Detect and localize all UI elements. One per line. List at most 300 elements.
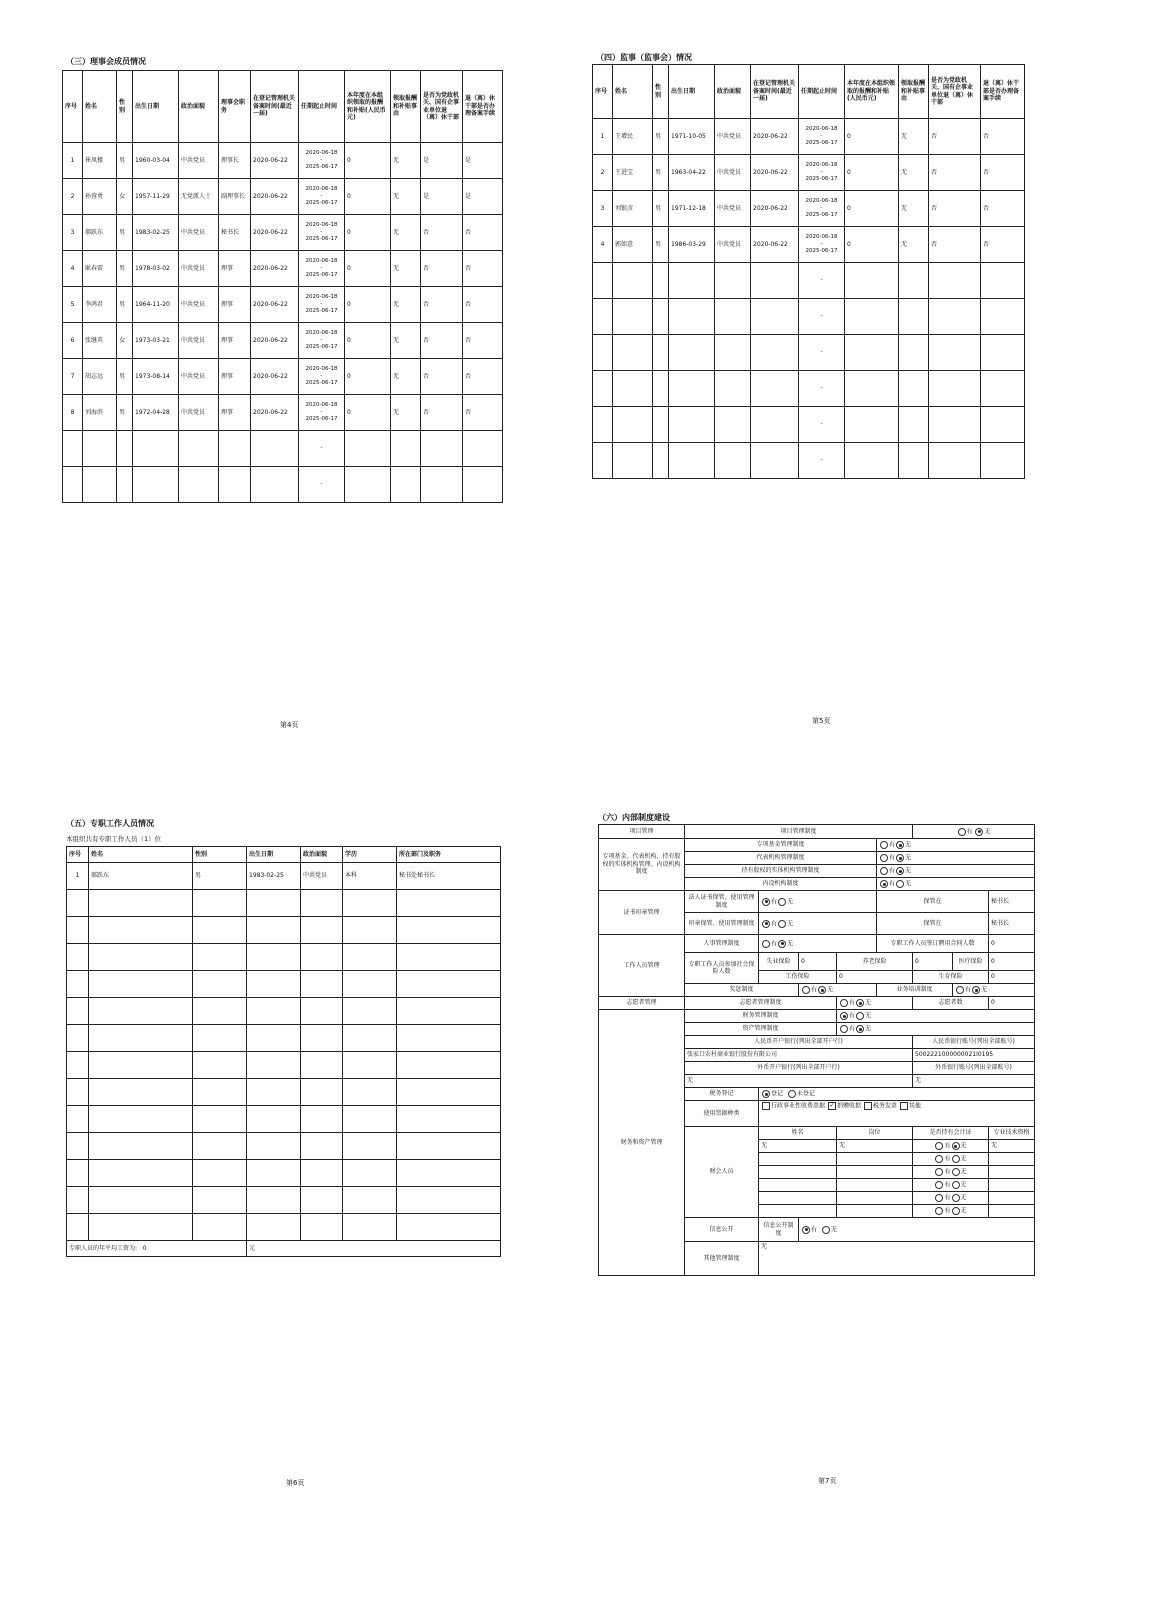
radio-no[interactable] (896, 867, 904, 875)
table-cell (653, 407, 669, 443)
no-label: 无 (787, 898, 794, 905)
table-cell: 2020-06-22 (251, 359, 299, 395)
fs-post-empty (837, 1192, 913, 1205)
table-cell (89, 1133, 193, 1160)
table-cell: - (799, 335, 845, 371)
radio-yes[interactable] (935, 1194, 943, 1202)
table-cell: 是 (421, 179, 463, 215)
column-header: 政治面貌 (301, 847, 343, 863)
table-cell: 是 (463, 179, 503, 215)
seal-item-1: 印章保管、使用管理制度 (685, 913, 759, 935)
table-row (63, 323, 503, 359)
table-cell (899, 371, 929, 407)
table-row (593, 407, 1025, 443)
registered-label: 登记 (771, 1090, 784, 1098)
fs-cert-radio-0 (913, 1140, 989, 1153)
injury-value: 0 (837, 971, 913, 984)
table-cell (397, 971, 501, 998)
table-row (63, 395, 503, 431)
table-cell (715, 371, 751, 407)
table-cell: - (799, 263, 845, 299)
special-item-2: 持有股权的实体机构管理制度 (685, 865, 877, 878)
project-mgmt-system: 项目管理制度 (685, 825, 913, 839)
no-label: 无 (960, 1207, 967, 1215)
table-row (67, 1160, 501, 1187)
table-cell (89, 1106, 193, 1133)
yes-label: 有 (811, 986, 818, 994)
table-cell: 中共党员 (301, 863, 343, 890)
column-header: 是否为党政机关、国有企事业单位退（离）休干部 (421, 71, 463, 143)
other-system-value: 无 (759, 1242, 1035, 1276)
table-cell: 1971-12-18 (669, 191, 715, 227)
table-cell (845, 443, 899, 479)
radio-no[interactable] (952, 1168, 960, 1176)
table-cell (67, 1187, 89, 1214)
table-cell (301, 1079, 343, 1106)
radio-no[interactable] (952, 1207, 960, 1215)
table-cell (715, 407, 751, 443)
table-cell: 0 (845, 191, 899, 227)
table-cell (929, 335, 981, 371)
page-4-number: 第4页 (280, 721, 299, 729)
table-row (593, 299, 1025, 335)
table-cell (193, 890, 247, 917)
table-cell (89, 1052, 193, 1079)
reward-system-radio (799, 984, 877, 997)
no-label: 无 (865, 999, 872, 1007)
table-cell (193, 1052, 247, 1079)
yes-label: 有 (944, 1207, 951, 1215)
column-header: 姓名 (89, 847, 193, 863)
avg-salary-unit-cell (247, 1241, 501, 1257)
page-7-number: 第7页 (818, 1477, 837, 1485)
table-cell: 理事 (219, 359, 251, 395)
table-cell (391, 467, 421, 503)
special-item-3: 内设机构制度 (685, 878, 877, 891)
rmb-account: 5002221000000021I0195 (913, 1049, 1035, 1062)
fs-name-0: 无 (759, 1140, 837, 1153)
table-cell (179, 467, 219, 503)
table-cell: 无 (899, 191, 929, 227)
table-cell (89, 1160, 193, 1187)
table-cell: 崔凤楼 (83, 143, 117, 179)
table-cell (247, 1106, 301, 1133)
radio-yes[interactable] (802, 1226, 810, 1234)
fs-cert-radio (913, 1153, 989, 1166)
table-cell: 理事 (219, 323, 251, 359)
special-item-0: 专项基金管理制度 (685, 839, 877, 852)
table-cell (117, 467, 133, 503)
table-cell: 无 (899, 119, 929, 155)
table-cell (83, 467, 117, 503)
table-row (63, 431, 503, 467)
table-cell (247, 971, 301, 998)
radio-no[interactable] (975, 828, 983, 836)
table-cell: 否 (463, 215, 503, 251)
table-cell: 否 (421, 287, 463, 323)
table-cell: 男 (653, 155, 669, 191)
table-cell (669, 263, 715, 299)
table-cell: 女 (117, 323, 133, 359)
avg-salary-value: 0 (142, 1244, 147, 1252)
table-cell (981, 299, 1025, 335)
table-cell (67, 890, 89, 917)
table-cell: 中共党员 (715, 119, 751, 155)
injury-label: 工伤保险 (759, 971, 837, 984)
table-cell (653, 335, 669, 371)
table-cell: 郭如意 (613, 227, 653, 263)
asset-system-radio (837, 1023, 1035, 1036)
table-cell (343, 1106, 397, 1133)
table-cell (89, 1079, 193, 1106)
table-cell (247, 1052, 301, 1079)
column-header: 退（离）休干部是否办理备案手续 (463, 71, 503, 143)
radio-yes[interactable] (880, 841, 888, 849)
table-cell: 1963-04-22 (669, 155, 715, 191)
table-cell (117, 431, 133, 467)
column-header: 在登记管理机关备案时间(最近一届) (251, 71, 299, 143)
yes-label: 有 (889, 880, 896, 888)
radio-yes[interactable] (935, 1142, 943, 1150)
table-cell: 男 (193, 863, 247, 890)
table-cell (653, 263, 669, 299)
table-cell (193, 917, 247, 944)
radio-no[interactable] (778, 898, 786, 906)
column-header: 政治面貌 (179, 71, 219, 143)
table-cell (751, 263, 799, 299)
table-cell: 否 (421, 251, 463, 287)
yes-label: 有 (889, 854, 896, 862)
table-cell (929, 299, 981, 335)
column-header: 政治面貌 (715, 65, 751, 119)
radio-yes[interactable] (935, 1207, 943, 1215)
council-members-table (62, 70, 503, 503)
no-label: 无 (905, 880, 912, 888)
table-cell (593, 443, 613, 479)
special-item-1: 代表机构管理制度 (685, 852, 877, 865)
table-cell (669, 443, 715, 479)
table-cell (67, 1133, 89, 1160)
table-cell: 2020-06-18 - 2025-06-17 (299, 215, 345, 251)
radio-no[interactable] (896, 880, 904, 888)
table-cell (715, 299, 751, 335)
table-cell: 理事 (219, 395, 251, 431)
table-cell (397, 944, 501, 971)
seal-keeper-label-0: 保管在 (877, 891, 989, 913)
fulltime-staff-table (66, 846, 501, 1257)
radio-yes[interactable] (840, 1025, 848, 1033)
table-cell (67, 1052, 89, 1079)
no-label: 无 (865, 1012, 872, 1020)
table-cell: 0 (345, 143, 391, 179)
no-label: 无 (981, 986, 988, 994)
table-cell (463, 467, 503, 503)
table-cell: 0 (345, 395, 391, 431)
table-cell: 男 (117, 395, 133, 431)
table-cell (247, 944, 301, 971)
table-cell: 2020-06-22 (251, 323, 299, 359)
table-cell: 1973-08-14 (133, 359, 179, 395)
table-cell (301, 998, 343, 1025)
column-header: 领取报酬和补贴事由 (391, 71, 421, 143)
table-cell (133, 467, 179, 503)
yes-label: 有 (771, 920, 778, 927)
table-cell: 8 (63, 395, 83, 431)
fs-qual-empty (989, 1179, 1035, 1192)
table-cell (899, 299, 929, 335)
table-cell (89, 998, 193, 1025)
fs-cert-radio (913, 1166, 989, 1179)
table-cell (247, 1214, 301, 1241)
hr-system: 人事管理制度 (685, 935, 759, 953)
table-cell: 中共党员 (179, 359, 219, 395)
table-cell: 2 (593, 155, 613, 191)
radio-yes[interactable] (762, 920, 770, 928)
radio-no[interactable] (952, 1142, 960, 1150)
table-cell: 理事 (219, 251, 251, 287)
table-cell (83, 431, 117, 467)
table-cell: 2020-06-18 - 2025-06-17 (299, 251, 345, 287)
checkbox-other[interactable] (900, 1102, 908, 1110)
table-cell: - (299, 467, 345, 503)
fs-header-qual: 专业技术资格 (989, 1127, 1035, 1140)
radio-yes[interactable] (762, 940, 770, 948)
tax-reg-label: 税务登记 (685, 1088, 759, 1101)
table-row (593, 443, 1025, 479)
radio-yes[interactable] (840, 999, 848, 1007)
table-cell (899, 407, 929, 443)
radio-no[interactable] (896, 841, 904, 849)
radio-no[interactable] (818, 986, 826, 994)
radio-yes[interactable] (956, 986, 964, 994)
radio-no[interactable] (896, 854, 904, 862)
table-cell: 否 (929, 227, 981, 263)
seal-item-0: 法人证书保管、使用管理制度 (685, 891, 759, 913)
table-cell (899, 443, 929, 479)
no-label: 无 (960, 1194, 967, 1202)
table-cell (89, 1025, 193, 1052)
table-cell: 0 (345, 287, 391, 323)
column-header: 理事会职务 (219, 71, 251, 143)
table-cell: 2020-06-18 - 2025-06-17 (299, 395, 345, 431)
table-cell (397, 1079, 501, 1106)
radio-no[interactable] (952, 1181, 960, 1189)
no-label: 无 (984, 828, 991, 835)
table-cell (669, 299, 715, 335)
radio-yes[interactable] (935, 1168, 943, 1176)
seal-group: 证书印章管理 (599, 891, 685, 935)
radio-yes[interactable] (840, 1012, 848, 1020)
no-label: 无 (960, 1168, 967, 1176)
radio-no[interactable] (952, 1194, 960, 1202)
table-row (67, 1214, 501, 1241)
table-cell: 1960-03-04 (133, 143, 179, 179)
yes-label: 有 (944, 1181, 951, 1189)
table-cell (193, 1160, 247, 1187)
table-cell (301, 1214, 343, 1241)
medical-label: 医疗保险 (953, 953, 989, 971)
table-cell (89, 1214, 193, 1241)
page-6-subtitle: 本组织共有专职工作人员（1）位 (66, 835, 162, 843)
staff-group: 工作人员管理 (599, 935, 685, 997)
table-cell: 3 (593, 191, 613, 227)
radio-no[interactable] (778, 920, 786, 928)
yes-label: 有 (944, 1168, 951, 1176)
checkbox-tax-invoice[interactable] (864, 1102, 872, 1110)
checkbox-admin-fee[interactable] (762, 1102, 770, 1110)
radio-no[interactable] (856, 1012, 864, 1020)
table-cell: 郝跃东 (83, 215, 117, 251)
no-label: 无 (865, 1025, 872, 1033)
radio-yes[interactable] (880, 880, 888, 888)
fs-post-empty (837, 1166, 913, 1179)
table-cell (193, 998, 247, 1025)
table-row (63, 251, 503, 287)
table-cell (463, 431, 503, 467)
fs-qual-empty (989, 1153, 1035, 1166)
table-cell: 2020-06-22 (251, 395, 299, 431)
table-cell: 4 (63, 251, 83, 287)
table-cell: 2020-06-18 - 2025-06-17 (299, 359, 345, 395)
table-row (67, 1187, 501, 1214)
table-row (63, 287, 503, 323)
table-cell (247, 1133, 301, 1160)
radio-no[interactable] (822, 1226, 830, 1234)
yes-label: 有 (811, 1226, 818, 1233)
radio-yes[interactable] (762, 898, 770, 906)
radio-yes[interactable] (935, 1181, 943, 1189)
table-cell (179, 431, 219, 467)
table-cell (421, 467, 463, 503)
no-label: 无 (960, 1181, 967, 1189)
table-cell (67, 1214, 89, 1241)
table-cell (981, 263, 1025, 299)
radio-yes[interactable] (802, 986, 810, 994)
column-header: 出生日期 (133, 71, 179, 143)
table-cell: 胡志远 (83, 359, 117, 395)
table-cell: 中共党员 (715, 191, 751, 227)
radio-no[interactable] (972, 986, 980, 994)
table-cell (251, 431, 299, 467)
unregistered-label: 未登记 (796, 1090, 815, 1098)
fs-post-empty (837, 1205, 913, 1218)
table-cell: 否 (421, 359, 463, 395)
column-header: 本年度在本组织领取的报酬和补贴(人民币元) (845, 65, 899, 119)
finance-staff-label: 财会人员 (685, 1127, 759, 1218)
table-cell (343, 1079, 397, 1106)
fx-bank-label: 外币开户银行(列出全部开户行) (685, 1062, 913, 1075)
radio-yes[interactable] (880, 854, 888, 862)
table-cell: 否 (421, 395, 463, 431)
page-5-number: 第5页 (812, 717, 831, 725)
table-cell: 2020-06-22 (751, 119, 799, 155)
table-cell (247, 1025, 301, 1052)
table-cell (981, 335, 1025, 371)
table-cell: 中共党员 (715, 155, 751, 191)
table-cell: 0 (845, 119, 899, 155)
table-cell (343, 917, 397, 944)
table-row (593, 191, 1025, 227)
yes-label: 有 (849, 1025, 856, 1033)
table-cell: 2020-06-22 (751, 155, 799, 191)
table-cell: 2020-06-22 (751, 227, 799, 263)
radio-yes[interactable] (880, 867, 888, 875)
checkbox-donation-receipt[interactable]: ✓ (829, 1102, 835, 1109)
table-cell: 2020-06-22 (751, 191, 799, 227)
table-cell (89, 917, 193, 944)
asset-system: 资产管理制度 (685, 1023, 837, 1036)
no-label: 无 (905, 854, 912, 862)
table-cell (397, 917, 501, 944)
fs-qual-0: 无 (989, 1140, 1035, 1153)
table-cell (929, 443, 981, 479)
volunteer-group: 志愿者管理 (599, 997, 685, 1010)
table-cell: 本科 (343, 863, 397, 890)
table-cell (751, 371, 799, 407)
table-cell: 否 (463, 395, 503, 431)
yes-label: 有 (966, 828, 973, 835)
table-cell (397, 1106, 501, 1133)
table-cell (301, 944, 343, 971)
table-cell (301, 1160, 343, 1187)
radio-yes[interactable] (958, 828, 966, 836)
table-cell (845, 335, 899, 371)
table-cell (421, 431, 463, 467)
radio-no[interactable] (856, 999, 864, 1007)
table-cell: 中共党员 (179, 251, 219, 287)
volunteer-count: 0 (989, 997, 1035, 1010)
radio-registered[interactable] (762, 1090, 770, 1098)
radio-no[interactable] (952, 1155, 960, 1163)
radio-no[interactable] (778, 940, 786, 948)
table-cell: 否 (981, 227, 1025, 263)
table-cell (397, 1052, 501, 1079)
yes-label: 有 (889, 867, 896, 875)
table-row (67, 917, 501, 944)
pension-value: 0 (913, 953, 953, 971)
no-label: 无 (827, 986, 834, 994)
table-cell: 无 (391, 395, 421, 431)
page-6-number: 第6页 (286, 1479, 305, 1487)
volunteer-system-radio (837, 997, 913, 1010)
radio-yes[interactable] (935, 1155, 943, 1163)
table-cell: 男 (653, 227, 669, 263)
medical-value: 0 (989, 953, 1035, 971)
table-cell (397, 890, 501, 917)
radio-unregistered[interactable] (788, 1090, 796, 1098)
table-cell: 1983-02-25 (247, 863, 301, 890)
column-header: 姓名 (613, 65, 653, 119)
table-row (63, 143, 503, 179)
table-cell (67, 1025, 89, 1052)
table-cell (193, 944, 247, 971)
yes-label: 有 (771, 940, 778, 947)
fs-post-empty (837, 1179, 913, 1192)
table-cell: 孙蓉勇 (83, 179, 117, 215)
maternity-value: 0 (989, 971, 1035, 984)
table-cell (981, 371, 1025, 407)
radio-no[interactable] (856, 1025, 864, 1033)
fs-qual-empty (989, 1192, 1035, 1205)
column-header: 任期起止时间 (299, 71, 345, 143)
info-group: 信息公开 (685, 1218, 759, 1242)
table-cell: 是 (463, 143, 503, 179)
special-item-1-radio (877, 852, 1035, 865)
table-row (593, 263, 1025, 299)
table-cell: 无 (899, 227, 929, 263)
column-header: 出生日期 (247, 847, 301, 863)
rmb-account-label: 人民币银行账号(列出全部账号) (913, 1036, 1035, 1049)
